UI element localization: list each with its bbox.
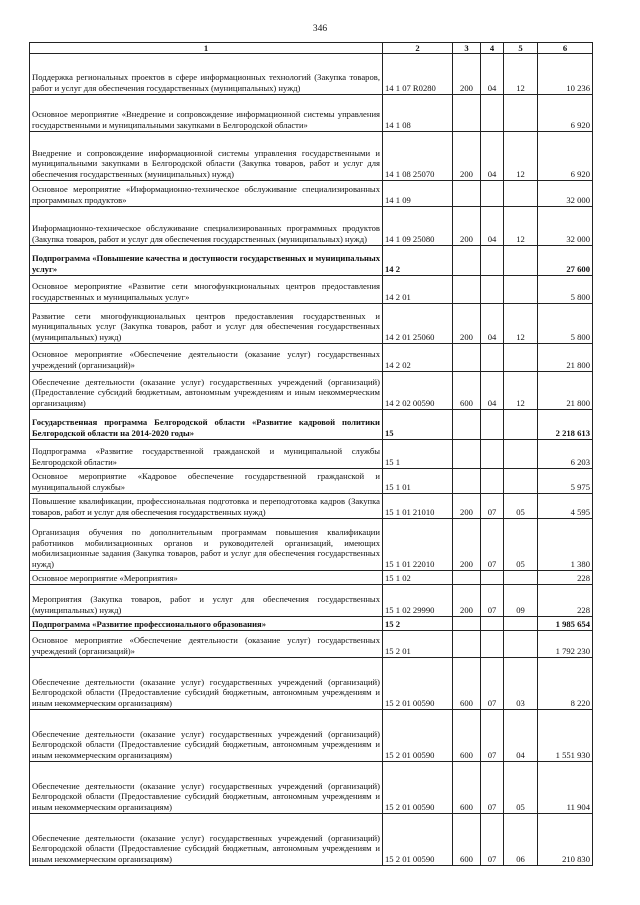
row-code: 14 1 08 25070 — [383, 132, 453, 181]
row-col4 — [481, 276, 504, 304]
header-row — [30, 43, 593, 54]
row-code: 15 1 02 — [383, 571, 453, 585]
row-name: Подпрограмма «Повышение качества и доступности государственных и муниципальных услуг» — [30, 246, 383, 276]
col-header-amount: 6 — [538, 43, 593, 54]
row-amount: 8 220 — [538, 658, 593, 710]
row-col3: 200 — [453, 304, 481, 344]
row-col5 — [504, 469, 538, 494]
row-col3 — [453, 95, 481, 132]
row-col5 — [504, 410, 538, 440]
row-col3 — [453, 246, 481, 276]
row-col3 — [453, 344, 481, 372]
row-col4: 07 — [481, 519, 504, 571]
row-col5: 03 — [504, 658, 538, 710]
table-row — [30, 246, 593, 276]
row-amount: 1 985 654 — [538, 617, 593, 631]
row-amount: 1 551 930 — [538, 710, 593, 762]
table-row — [30, 571, 593, 585]
row-amount: 1 792 230 — [538, 631, 593, 658]
row-col3 — [453, 440, 481, 469]
row-col5: 05 — [504, 519, 538, 571]
row-col4 — [481, 571, 504, 585]
row-col3: 200 — [453, 207, 481, 246]
row-name: Повышение квалификации, профессиональная подготовка и переподготовка кадров (Закупка товаров, работ и услуг для обеспечения государственных нужд) — [30, 494, 383, 519]
table-row — [30, 344, 593, 372]
row-col3: 600 — [453, 710, 481, 762]
page-number: 346 — [312, 24, 328, 34]
row-code: 14 2 — [383, 246, 453, 276]
row-col5 — [504, 246, 538, 276]
row-name: Основное мероприятие «Обеспечение деятельности (оказание услуг) государственных учреждений (организаций)» — [30, 631, 383, 658]
row-amount: 6 920 — [538, 132, 593, 181]
row-col5: 12 — [504, 372, 538, 410]
row-name: Подпрограмма «Развитие профессионального образования» — [30, 617, 383, 631]
row-col3 — [453, 181, 481, 207]
row-code: 15 1 — [383, 440, 453, 469]
table-row — [30, 658, 593, 710]
row-name: Обеспечение деятельности (оказание услуг) государственных учреждений (организаций) Белгородской области (Предоставление субсидий бюджетным, автономным учреждениям и иным некоммерческим организациям) — [30, 710, 383, 762]
col-header-3: 3 — [453, 43, 481, 54]
table-row — [30, 207, 593, 246]
row-amount: 27 600 — [538, 246, 593, 276]
row-code: 15 — [383, 410, 453, 440]
row-amount: 11 904 — [538, 762, 593, 814]
row-name: Основное мероприятие «Мероприятия» — [30, 571, 383, 585]
row-col5: 12 — [504, 132, 538, 181]
row-code: 14 2 01 25060 — [383, 304, 453, 344]
row-col4 — [481, 469, 504, 494]
row-col4: 04 — [481, 132, 504, 181]
row-amount: 21 800 — [538, 344, 593, 372]
row-col4: 04 — [481, 304, 504, 344]
table-row — [30, 494, 593, 519]
row-col3: 600 — [453, 762, 481, 814]
row-code: 15 2 01 — [383, 631, 453, 658]
row-col5 — [504, 571, 538, 585]
row-code: 15 1 01 22010 — [383, 519, 453, 571]
table-row — [30, 54, 593, 95]
row-name: Мероприятия (Закупка товаров, работ и услуг для обеспечения государственных (муниципальных) нужд) — [30, 585, 383, 617]
row-col4 — [481, 95, 504, 132]
row-col4: 04 — [481, 372, 504, 410]
row-name: Поддержка региональных проектов в сфере информационных технологий (Закупка товаров, работ и услуг для обеспечения государственных (муниципальных) нужд) — [30, 54, 383, 95]
row-col3: 200 — [453, 519, 481, 571]
row-name: Обеспечение деятельности (оказание услуг) государственных учреждений (организаций) Белгородской области (Предоставление субсидий бюджетным, автономным учреждениям и иным некоммерческим организациям) — [30, 658, 383, 710]
row-name: Организация обучения по дополнительным программам повышения квалификации работников мобилизационных органов и руководителей организаций, имеющих мобилизационные задания (Закупка товаров, работ и услуг для обеспечения государственных нужд) — [30, 519, 383, 571]
row-code: 15 1 02 29990 — [383, 585, 453, 617]
table-row — [30, 95, 593, 132]
row-col4: 07 — [481, 494, 504, 519]
row-col4 — [481, 344, 504, 372]
row-code: 15 2 01 00590 — [383, 710, 453, 762]
row-amount: 228 — [538, 585, 593, 617]
row-name: Основное мероприятие «Развитие сети многофункциональных центров предоставления государственных и муниципальных услуг» — [30, 276, 383, 304]
row-col5 — [504, 181, 538, 207]
row-name: Основное мероприятие «Внедрение и сопровождение информационной системы управления государственными и муниципальными закупками в Белгородской области» — [30, 95, 383, 132]
budget-table — [29, 42, 593, 866]
col-header-4: 4 — [481, 43, 504, 54]
row-code: 15 1 01 — [383, 469, 453, 494]
row-col4 — [481, 440, 504, 469]
table-row — [30, 631, 593, 658]
row-col4 — [481, 181, 504, 207]
row-name: Государственная программа Белгородской области «Развитие кадровой политики Белгородской области на 2014-2020 годы» — [30, 410, 383, 440]
col-header-code: 2 — [383, 43, 453, 54]
row-name: Подпрограмма «Развитие государственной гражданской и муниципальной службы Белгородской области» — [30, 440, 383, 469]
row-amount: 32 000 — [538, 181, 593, 207]
row-col5: 09 — [504, 585, 538, 617]
row-code: 14 1 09 25080 — [383, 207, 453, 246]
table-row — [30, 276, 593, 304]
row-col4: 04 — [481, 207, 504, 246]
row-col4: 07 — [481, 658, 504, 710]
row-code: 14 2 01 — [383, 276, 453, 304]
row-code: 15 1 01 21010 — [383, 494, 453, 519]
row-amount: 5 800 — [538, 276, 593, 304]
row-amount: 228 — [538, 571, 593, 585]
table-row — [30, 181, 593, 207]
row-name: Основное мероприятие «Обеспечение деятельности (оказание услуг) государственных учреждений (организаций)» — [30, 344, 383, 372]
table-row — [30, 762, 593, 814]
row-col3 — [453, 617, 481, 631]
row-code: 15 2 01 00590 — [383, 762, 453, 814]
row-code: 15 2 — [383, 617, 453, 631]
row-amount: 4 595 — [538, 494, 593, 519]
row-name: Внедрение и сопровождение информационной системы управления государственными и муниципальными закупками в Белгородской области (Закупка товаров, работ и услуг для обеспечения государственных (муниципальных) нужд) — [30, 132, 383, 181]
row-name: Обеспечение деятельности (оказание услуг) государственных учреждений (организаций) Белгородской области (Предоставление субсидий бюджетным, автономным учреждениям и иным некоммерческим организациям) — [30, 762, 383, 814]
row-amount: 2 218 613 — [538, 410, 593, 440]
table-row — [30, 519, 593, 571]
row-col4: 04 — [481, 54, 504, 95]
row-col5: 05 — [504, 494, 538, 519]
row-col5 — [504, 344, 538, 372]
table-row — [30, 617, 593, 631]
row-col3 — [453, 276, 481, 304]
row-name: Основное мероприятие «Кадровое обеспечение государственной гражданской и муниципальной службы» — [30, 469, 383, 494]
row-name: Обеспечение деятельности (оказание услуг) государственных учреждений (организаций) (Предоставление субсидий бюджетным, автономным учреждениям и иным некоммерческим организациям) — [30, 372, 383, 410]
table-row — [30, 440, 593, 469]
row-col3: 600 — [453, 814, 481, 866]
row-col4: 07 — [481, 585, 504, 617]
row-col3: 600 — [453, 372, 481, 410]
row-col5: 12 — [504, 54, 538, 95]
row-col3: 200 — [453, 54, 481, 95]
table-row — [30, 132, 593, 181]
row-col4: 07 — [481, 762, 504, 814]
row-amount: 5 975 — [538, 469, 593, 494]
row-name: Основное мероприятие «Информационно-техническое обслуживание специализированных программных продуктов» — [30, 181, 383, 207]
row-col3: 200 — [453, 132, 481, 181]
row-amount: 10 236 — [538, 54, 593, 95]
row-col3: 200 — [453, 585, 481, 617]
row-code: 14 1 07 R0280 — [383, 54, 453, 95]
row-col3 — [453, 571, 481, 585]
row-col5: 06 — [504, 814, 538, 866]
row-col4 — [481, 246, 504, 276]
row-col5: 12 — [504, 304, 538, 344]
row-col4: 07 — [481, 814, 504, 866]
row-col4: 07 — [481, 710, 504, 762]
row-amount: 32 000 — [538, 207, 593, 246]
row-col5 — [504, 95, 538, 132]
row-name: Развитие сети многофункциональных центров предоставления государственных и муниципальных услуг (Закупка товаров, работ и услуг для обеспечения государственных (муниципальных) нужд) — [30, 304, 383, 344]
row-col4 — [481, 617, 504, 631]
row-name: Обеспечение деятельности (оказание услуг) государственных учреждений (организаций) Белгородской области (Предоставление субсидий бюджетным, автономным учреждениям и иным некоммерческим организациям) — [30, 814, 383, 866]
row-col5: 04 — [504, 710, 538, 762]
row-amount: 6 203 — [538, 440, 593, 469]
row-col3: 600 — [453, 658, 481, 710]
row-col3: 200 — [453, 494, 481, 519]
row-col5 — [504, 276, 538, 304]
row-amount: 6 920 — [538, 95, 593, 132]
row-code: 15 2 01 00590 — [383, 658, 453, 710]
row-code: 14 2 02 — [383, 344, 453, 372]
row-col5 — [504, 617, 538, 631]
row-amount: 21 800 — [538, 372, 593, 410]
row-code: 14 1 09 — [383, 181, 453, 207]
row-col5: 12 — [504, 207, 538, 246]
row-amount: 210 830 — [538, 814, 593, 866]
row-col4 — [481, 631, 504, 658]
row-col5 — [504, 440, 538, 469]
row-amount: 1 380 — [538, 519, 593, 571]
col-header-name: 1 — [30, 43, 383, 54]
row-code: 14 2 02 00590 — [383, 372, 453, 410]
row-amount: 5 800 — [538, 304, 593, 344]
table-row — [30, 372, 593, 410]
row-code: 15 2 01 00590 — [383, 814, 453, 866]
row-name: Информационно-техническое обслуживание специализированных программных продуктов (Закупка товаров, работ и услуг для обеспечения государственных (муниципальных) нужд) — [30, 207, 383, 246]
row-col5 — [504, 631, 538, 658]
row-col5: 05 — [504, 762, 538, 814]
row-col3 — [453, 631, 481, 658]
row-col4 — [481, 410, 504, 440]
col-header-5: 5 — [504, 43, 538, 54]
row-code: 14 1 08 — [383, 95, 453, 132]
table-row — [30, 585, 593, 617]
row-col3 — [453, 410, 481, 440]
table-row — [30, 410, 593, 440]
table-row — [30, 710, 593, 762]
table-row — [30, 304, 593, 344]
row-col3 — [453, 469, 481, 494]
table-row — [30, 814, 593, 866]
table-row — [30, 469, 593, 494]
